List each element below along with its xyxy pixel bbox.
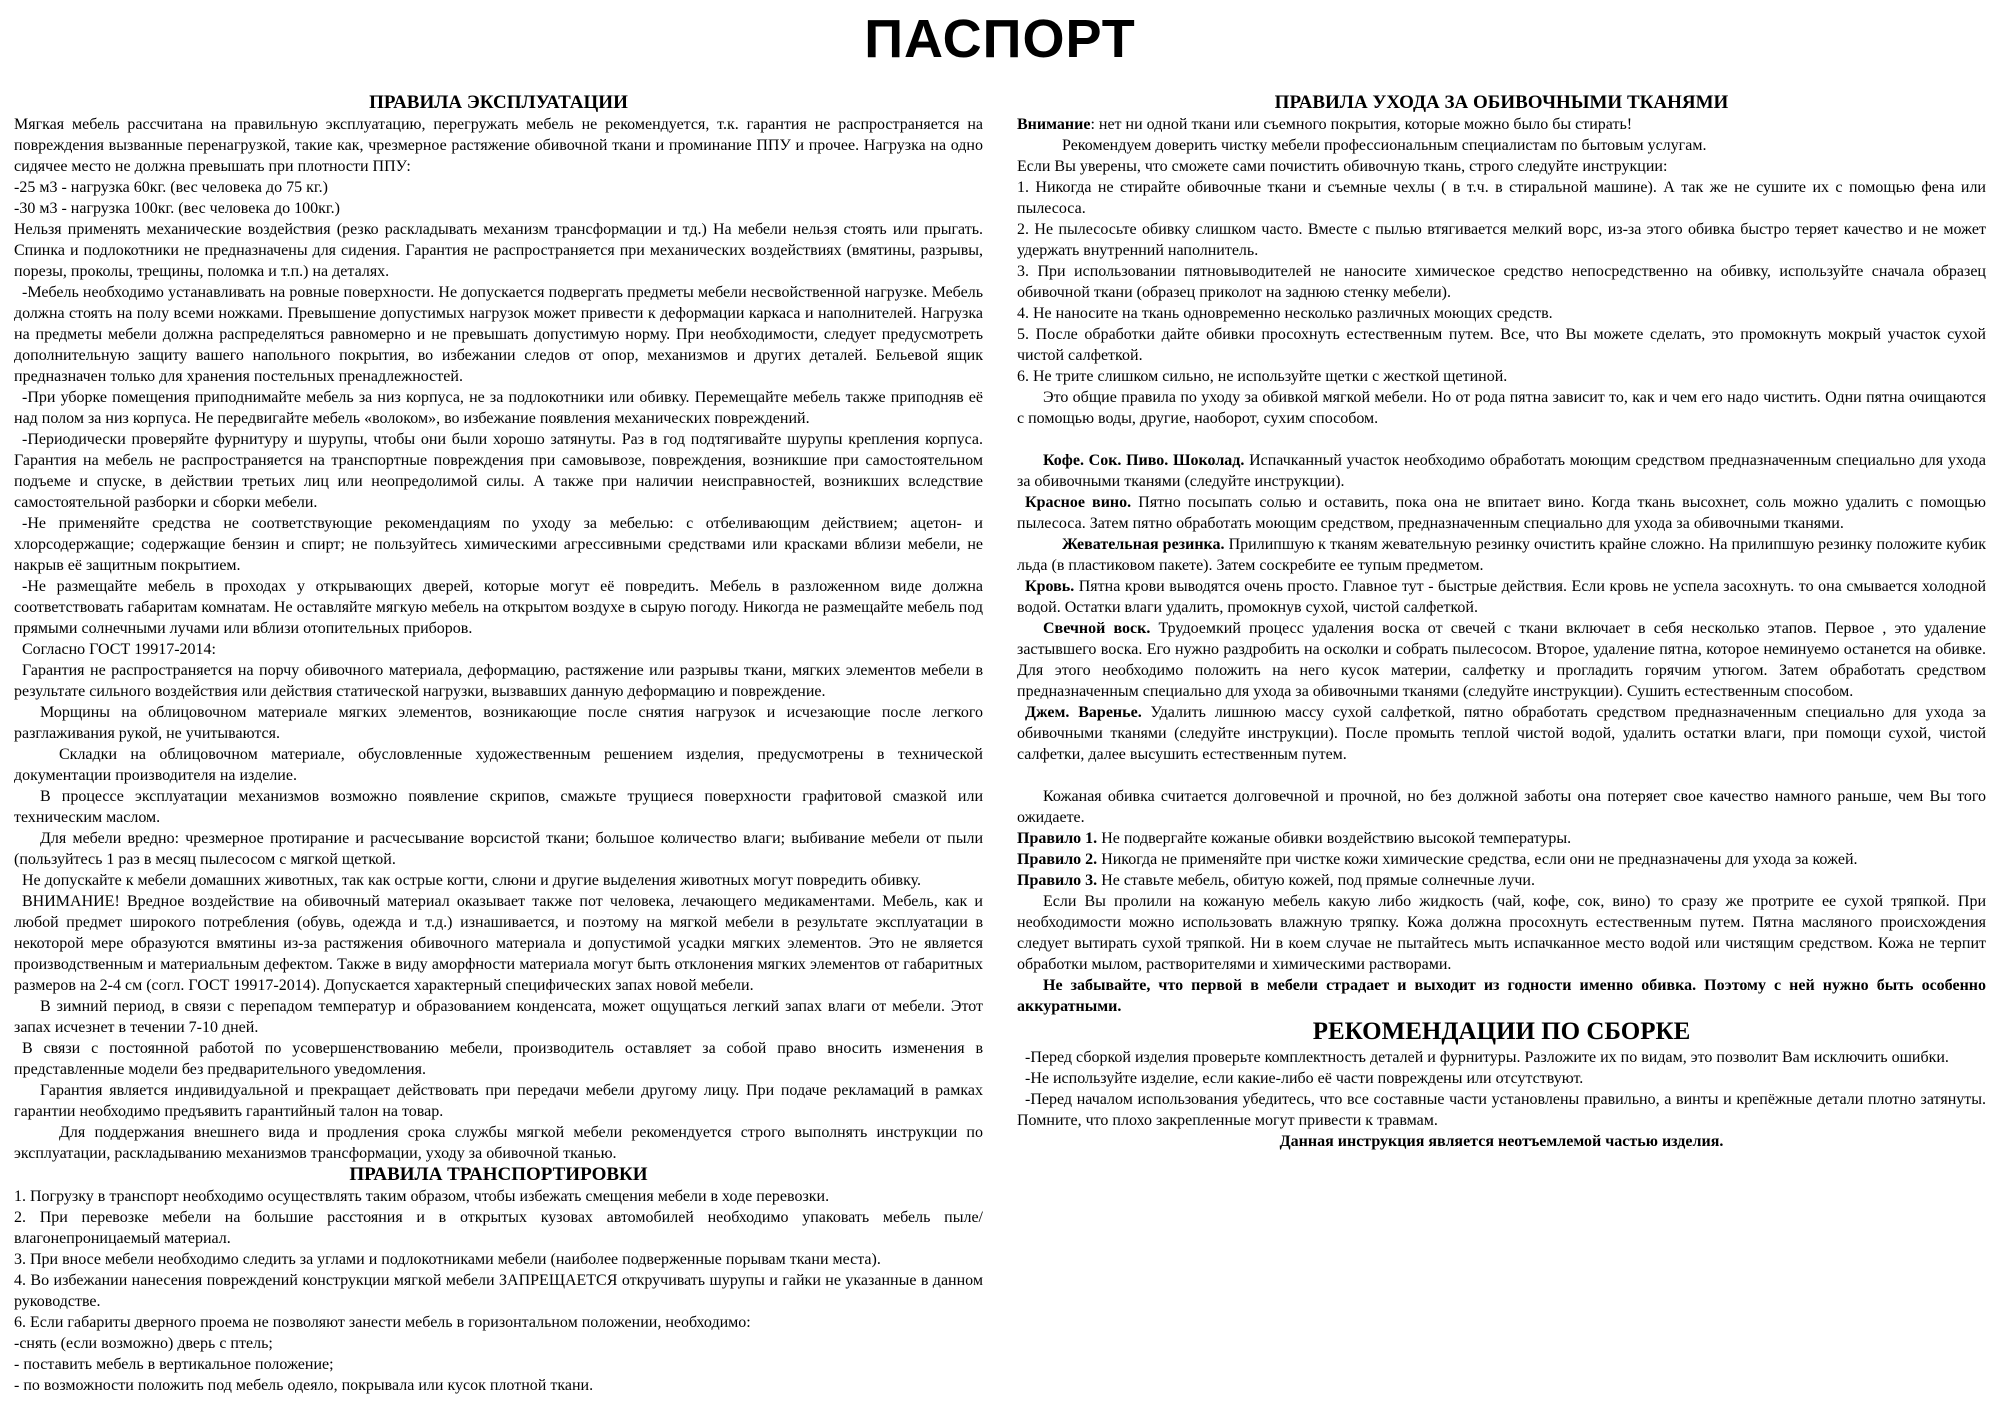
paragraph: -Не используйте изделие, если какие-либо её части повреждены или отсутствуют. — [1025, 1070, 1584, 1087]
paragraph: 3. При использовании пятновыводителей не наносите химическое средство непосредственно на обивку, используйте сначала образец обивочной ткани (образец приколот на заднюю стенку мебели). — [1017, 263, 1986, 301]
paragraph: Кофе. Сок. Пиво. Шоколад. Испачканный участок необходимо обработать моющим средством предназначенным специально для ухода за обивочными тканями (следуйте инструкции). — [1017, 452, 1986, 490]
section-heading: ПРАВИЛА ТРАНСПОРТИРОВКИ — [349, 1164, 648, 1185]
paragraph: - по возможности положить под мебель одеяло, покрывала или кусок плотной ткани. — [14, 1377, 594, 1394]
paragraph: -Мебель необходимо устанавливать на ровные поверхности. Не допускается подвергать предметы мебели несвойственной нагрузке. Мебель должна стоять на полу всеми ножками. Превышение допустимых нагрузок может привести к деформации каркаса и наполнителей. Нагрузка на предметы мебели должна распределяться равномерно и не превышать допустимую норму. При необходимости, следует предусмотреть дополнительную защиту вашего напольного покрытия, во избежании следов от опор, механизмов и других деталей. Бельевой ящик предназначен только для хранения постельных пренадлежностей. — [14, 284, 983, 385]
section-heading: ПРАВИЛА ЭКСПЛУАТАЦИИ — [369, 92, 628, 113]
paragraph: Красное вино. Пятно посыпать солью и оставить, пока она не впитает вино. Когда ткань высохнет, соль можно удалить с помощью пылесоса. Затем пятно обработать моющим средством, предназначенным специально для ухода за обивочными тканями. — [1017, 494, 1987, 532]
paragraph: -30 м3 - нагрузка 100кг. (вес человека до 100кг.) — [14, 200, 340, 217]
paragraph: 3. При вносе мебели необходимо следить за углами и подлокотниками мебели (наиболее подверженные порывам ткани места). — [14, 1251, 881, 1268]
paragraph: -25 м3 - нагрузка 60кг. (вес человека до 75 кг.) — [14, 179, 328, 196]
right-column — [1017, 92, 1986, 1396]
paragraph: -Периодически проверяйте фурнитуру и шурупы, чтобы они были хорошо затянуты. Раз в год подтягивайте шурупы крепления корпуса. Гарантия на мебель не распространяется на транспортные повреждения при самовывозе, повреждения, возникшие при самостоятельном подъеме и спуске, в действии третьих лиц или неопредолимой силы. А также при наличии неисправностей, возникших вследствие самостоятельной разборки и сборки мебели. — [14, 431, 983, 511]
left-column — [14, 92, 983, 1396]
paragraph: - поставить мебель в вертикальное положение; — [14, 1356, 334, 1373]
paragraph: Нельзя применять механические воздействия (резко раскладывать механизм трансформации и тд.) На мебели нельзя стоять или прыгать. Спинка и подлокотники не предназначены для сидения. Гарантия не распространяется при механических воздействиях (вмятины, разрывы, порезы, проколы, трещины, поломка и т.п.) на деталях. — [14, 221, 983, 280]
paragraph: Свечной воск. Трудоемкий процесс удаления воска от свечей с ткани включает в себя несколько этапов. Первое , это удаление застывшего воска. Его нужно раздробить на осколки и собрать пылесосом. Второе, удаление пятна, которое неминуемо останется на обивке. Для этого необходимо положить на него кусок материи, салфетку и прогладить горячим утюгом. Затем обработать средством предназначенным специально для ухода за обивочными тканями (следуйте инструкции). Сушить естественным способом. — [1017, 620, 1986, 700]
paragraph: 6. Не трите слишком сильно, не используйте щетки с жесткой щетиной. — [1017, 368, 1508, 385]
paragraph-lead: Жевательная резинка. — [1062, 536, 1225, 553]
paragraph: Правило 2. Никогда не применяйте при чистке кожи химические средства, если они не предназначены для ухода за кожей. — [1017, 851, 1858, 868]
paragraph: Складки на облицовочном материале, обусловленные художественным решением изделия, предусмотрены в технической документации производителя на изделие. — [14, 746, 983, 784]
paragraph-lead: Правило 3. — [1017, 872, 1098, 889]
paragraph: 2. При перевозке мебели на большие расстояния и в открытых кузовах автомобилей необходимо упаковать мебель пыле/влагонепроницаемый материал. — [14, 1209, 983, 1247]
paragraph: 4. Не наносите на ткань одновременно несколько различных моющих средств. — [1017, 305, 1553, 322]
two-column-layout — [0, 92, 2000, 1396]
paragraph: 5. После обработки дайте обивки просохнуть естественным путем. Все, что Вы можете сделать, это промокнуть мокрый участок сухой чистой салфеткой. — [1017, 326, 1986, 364]
paragraph-lead: Джем. Варенье. — [1025, 704, 1142, 721]
paragraph: -снять (если возможно) дверь с птель; — [14, 1335, 273, 1352]
paragraph: В зимний период, в связи с перепадом температур и образованием конденсата, может ощущаться легкий запах влаги от мебели. Этот запах исчезнет в течении 7-10 дней. — [14, 998, 983, 1036]
paragraph: Гарантия является индивидуальной и прекращает действовать при передачи мебели другому лицу. При подаче рекламаций в рамках гарантии необходимо предъявить гарантийный талон на товар. — [14, 1082, 983, 1120]
paragraph: -Перед началом использования убедитесь, что все составные части установлены правильно, а винты и крепёжные детали плотно затянуты. Помните, что плохо закрепленные могут привести к травмам. — [1017, 1091, 1986, 1129]
paragraph: Морщины на облицовочном материале мягких элементов, возникающие после снятия нагрузок и исчезающие после легкого разглаживания рукой, не учитываются. — [14, 704, 983, 742]
spacer — [1017, 429, 1986, 450]
paragraph: Не забывайте, что первой в мебели страдает и выходит из годности именно обивка. Поэтому с ней нужно быть особенно аккуратными. — [1017, 977, 1986, 1015]
paragraph: 6. Если габариты дверного проема не позволяют занести мебель в горизонтальном положении, необходимо: — [14, 1314, 751, 1331]
paragraph: Для мебели вредно: чрезмерное протирание и расчесывание ворсистой ткани; большое количество влаги; выбивание мебели от пыли (пользуйтесь 1 раз в месяц пылесосом с мягкой щеткой. — [14, 830, 983, 868]
paragraph: 2. Не пылесосьте обивку слишком часто. Вместе с пылью втягивается мелкий ворс, из-за этого обивка быстро теряет качество и не может удержать внутренний наполнитель. — [1017, 221, 1986, 259]
paragraph: Мягкая мебель рассчитана на правильную эксплуатацию, перегружать мебель не рекомендуется, т.к. гарантия не распространяется на повреждения вызванные перенагрузкой, такие как, чрезмерное растяжение обивочной ткани и проминание ППУ и прочее. Нагрузка на одно сидячее место не должна превышать при плотности ППУ: — [14, 116, 983, 175]
section-heading: ПРАВИЛА УХОДА ЗА ОБИВОЧНЫМИ ТКАНЯМИ — [1274, 92, 1729, 113]
paragraph: Не допускайте к мебели домашних животных, так как острые когти, слюни и другие выделения животных могут повредить обивку. — [22, 872, 922, 889]
paragraph: Правило 1. Не подвергайте кожаные обивки воздействию высокой температуры. — [1017, 830, 1572, 847]
paragraph-lead: Красное вино. — [1025, 494, 1132, 511]
spacer — [1017, 765, 1986, 786]
section-heading: РЕКОМЕНДАЦИИ ПО СБОРКЕ — [1312, 1018, 1691, 1045]
paragraph: ВНИМАНИЕ! Вредное воздействие на обивочный материал оказывает также пот человека, лечающего медикаментами. Мебель, как и любой предмет широкого потребления (обувь, одежда и т.д.) изнашивается, и поэтому на мягкой мебели в результате эксплуатации в некоторой мере образуются вмятины из-за растяжения обивочного материала и допустимой усадки мягких элементов. Это не является производственным и материальным дефектом. Также в виду аморфности материала могут быть отклонения мягких элементов от габаритных размеров на 2-4 см (согл. ГОСТ 19917-2014). Допускается характерный специфических запах новой мебели. — [14, 893, 983, 994]
paragraph: Согласно ГОСТ 19917-2014: — [22, 641, 216, 658]
paragraph: 1. Погрузку в транспорт необходимо осуществлять таким образом, чтобы избежать смещения мебели в ходе перевозки. — [14, 1188, 830, 1205]
paragraph: -Перед сборкой изделия проверьте комплектность деталей и фурнитуры. Разложите их по видам, это позволит Вам исключить ошибки. — [1025, 1049, 1949, 1066]
paragraph-lead: Свечной воск. — [1043, 620, 1151, 637]
paragraph: Это общие правила по уходу за обивкой мягкой мебели. Но от рода пятна зависит то, как и чем его надо чистить. Одни пятна очищаются с помощью воды, другие, наоборот, сухим способом. — [1017, 389, 1986, 427]
paragraph: 4. Во избежании нанесения повреждений конструкции мягкой мебели ЗАПРЕЩАЕТСЯ откручивать шурупы и гайки не указанные в данном руководстве. — [14, 1272, 983, 1310]
paragraph: Жевательная резинка. Прилипшую к тканям жевательную резинку очистить крайне сложно. На прилипшую резинку положите кубик льда (в пластиковом пакете). Затем соскребите ее тупым предметом. — [1017, 536, 1987, 574]
paragraph: Если Вы уверены, что сможете сами почистить обивочную ткань, строго следуйте инструкции: — [1017, 158, 1668, 175]
paragraph: В связи с постоянной работой по усовершенствованию мебели, производитель оставляет за собой право вносить изменения в представленные модели без предварительного уведомления. — [14, 1040, 983, 1078]
paragraph: Если Вы пролили на кожаную мебель какую либо жидкость (чай, кофе, сок, вино) то сразу же протрите ее сухой тряпкой. При необходимости можно использовать влажную тряпку. Кожа должна просохнуть естественным путем. Пятна масляного происхождения следует вытирать сухой тряпкой. Ни в коем случае не пытайтесь мыть испачканное место водой или чистящим средством. Кожа не терпит обработки мылом, растворителями и химическими растворами. — [1017, 893, 1986, 973]
paragraph: Гарантия не распространяется на порчу обивочного материала, деформацию, растяжение или разрывы ткани, мягких элементов мебели в результате сильного воздействия или действия статической нагрузки, вызвавших данную деформацию и повреждение. — [14, 662, 983, 700]
paragraph: Кровь. Пятна крови выводятся очень просто. Главное тут - быстрые действия. Если кровь не успела засохнуть. то она смывается холодной водой. Остатки влаги удалить, промокнув сухой, чистой салфеткой. — [1017, 578, 1986, 616]
page-title: ПАСПОРТ — [864, 9, 1136, 69]
paragraph-lead: Кровь. — [1025, 578, 1075, 595]
paragraph: Для поддержания внешнего вида и продления срока службы мягкой мебели рекомендуется строго выполнять инструкции по эксплуатации, раскладыванию механизмов трансформации, уходу за обивочной тканью. — [14, 1124, 983, 1162]
paragraph: Правило 3. Не ставьте мебель, обитую кожей, под прямые солнечные лучи. — [1017, 872, 1535, 889]
paragraph: Кожаная обивка считается долговечной и прочной, но без должной заботы она потеряет свое качество намного раньше, чем Вы того ожидаете. — [1017, 788, 1986, 826]
paragraph-lead: Правило 2. — [1017, 851, 1098, 868]
paragraph-lead: Внимание — [1017, 116, 1091, 133]
paragraph-lead: Кофе. Сок. Пиво. Шоколад. — [1043, 452, 1245, 469]
paragraph: Данная инструкция является неотъемлемой частью изделия. — [1279, 1133, 1724, 1150]
paragraph-lead: Правило 1. — [1017, 830, 1098, 847]
paragraph: Джем. Варенье. Удалить лишнюю массу сухой салфеткой, пятно обработать средством предназначенным специально для ухода за обивочными тканями (следуйте инструкции). После промыть теплой чистой водой, удалить остатки влаги, при помощи сухой, чистой салфетки, далее высушить естественным путем. — [1017, 704, 1986, 763]
paragraph: -Не применяйте средства не соответствующие рекомендациям по уходу за мебелью: с отбеливающим действием; ацетон- и хлорсодержащие; содержащие бензин и спирт; не пользуйтесь химическими агрессивными средствами или красками вблизи мебели, не накрыв её защитным покрытием. — [14, 515, 983, 574]
paragraph: -При уборке помещения приподнимайте мебель за низ корпуса, не за подлокотники или обивку. Перемещайте мебель также приподняв её над полом за низ корпуса. Не передвигайте мебель «волоком», во избежание появления механических повреждений. — [14, 389, 983, 427]
paragraph: Внимание: нет ни одной ткани или съемного покрытия, которые можно было бы стирать! — [1017, 116, 1633, 133]
paragraph: Рекомендуем доверить чистку мебели профессиональным специалистам по бытовым услугам. — [1062, 137, 1707, 154]
paragraph: 1. Никогда не стирайте обивочные ткани и съемные чехлы ( в т.ч. в стиральной машине). А так же не сушите их с помощью фена или пылесоса. — [1017, 179, 1986, 217]
paragraph: В процессе эксплуатации механизмов возможно появление скрипов, смажьте трущиеся поверхности графитовой смазкой или техническим маслом. — [14, 788, 983, 826]
document-page — [0, 9, 2000, 1414]
paragraph: -Не размещайте мебель в проходах у открывающих дверей, которые могут её повредить. Мебель в разложенном виде должна соответствовать габаритам комнатам. Не оставляйте мягкую мебель на открытом воздухе в сырую погоду. Никогда не размещайте мебель под прямыми солнечными лучами или вблизи отопительных приборов. — [14, 578, 983, 637]
